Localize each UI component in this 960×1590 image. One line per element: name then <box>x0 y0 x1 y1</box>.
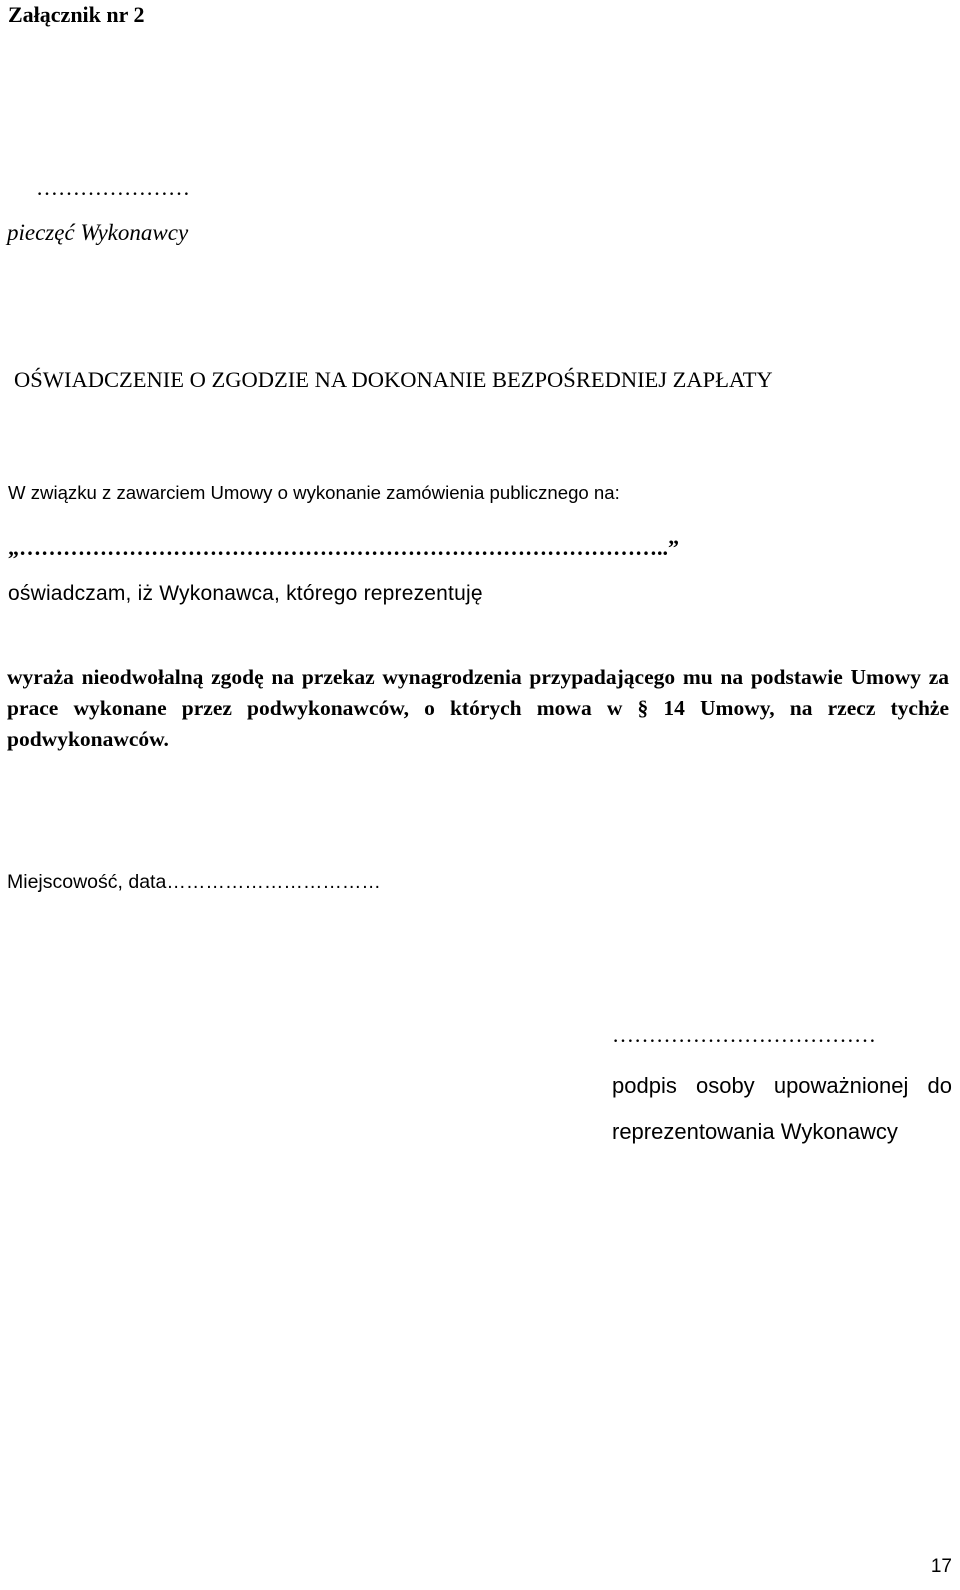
stamp-label: pieczęć Wykonawcy <box>7 220 189 245</box>
consent-paragraph: wyraża nieodwołalną zgodę na przekaz wynagrodzenia przypadającego mu na podstawie Umowy za prace wykonane przez podwykonawców, o których mowa w § 14 Umowy, na rzecz tychże podwykonawców. <box>7 665 949 751</box>
contract-subject-placeholder: „……………………………………………………………………………..” <box>8 535 679 560</box>
intro-text: W związku z zawarciem Umowy o wykonanie zamówienia publicznego na: <box>8 482 620 503</box>
stamp-placeholder-dots: ………………… <box>36 175 190 200</box>
signature-label: podpis osoby upoważnionej do reprezentowania Wykonawcy <box>612 1073 952 1144</box>
document-title: OŚWIADCZENIE O ZGODZIE NA DOKONANIE BEZPOŚREDNIEJ ZAPŁATY <box>14 367 773 392</box>
signature-placeholder-dots: ……………………………… <box>612 1022 876 1047</box>
place-date-field: Miejscowość, data…………………………… <box>7 871 381 893</box>
attachment-label: Załącznik nr 2 <box>8 2 145 27</box>
declaration-text: oświadczam, iż Wykonawca, którego reprezentuję <box>8 582 483 605</box>
page-number: 17 <box>930 1556 952 1577</box>
